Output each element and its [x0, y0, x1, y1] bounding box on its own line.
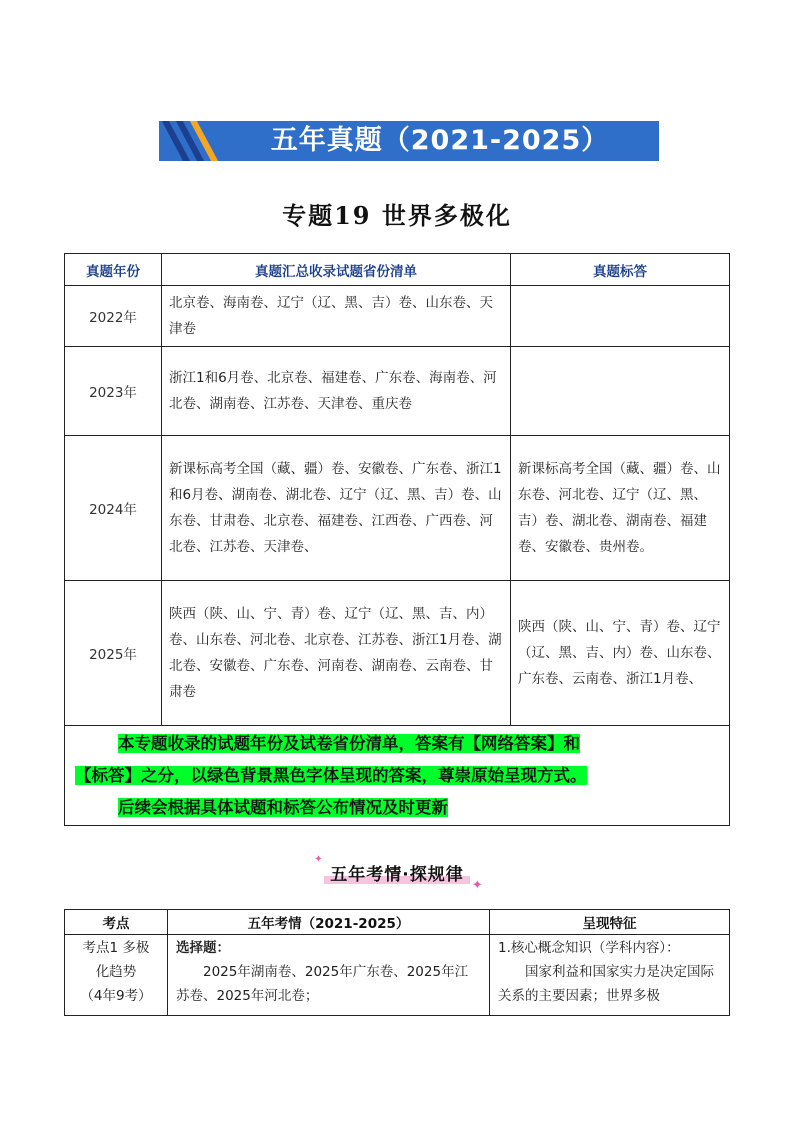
exam-trend-table	[64, 909, 730, 1016]
exam-point-line: （4年9考）	[80, 988, 152, 1004]
banner-title: 五年真题（2021-2025）	[270, 125, 610, 156]
section-title: 五年考情·探规律	[330, 865, 464, 885]
trend-cell	[168, 935, 490, 1016]
note-cell	[65, 726, 730, 826]
year-cell: 2025年	[65, 581, 162, 726]
table-row	[65, 286, 730, 347]
table-row	[65, 436, 730, 581]
province-list-cell: 陕西（陕、山、宁、青）卷、辽宁（辽、黑、吉、内）卷、山东卷、河北卷、北京卷、江苏卷、浙江1月卷、湖北卷、安徽卷、广东卷、河南卷、湖南卷、云南卷、甘肃卷	[162, 581, 511, 726]
province-list-cell: 北京卷、海南卷、辽宁（辽、黑、吉）卷、山东卷、天津卷	[162, 286, 511, 347]
note-row	[65, 726, 730, 826]
province-list-cell: 浙江1和6月卷、北京卷、福建卷、广东卷、海南卷、河北卷、湖南卷、江苏卷、天津卷、重庆卷	[162, 347, 511, 436]
subject-title: 专题19 世界多极化	[282, 201, 512, 230]
answer-cell	[511, 347, 730, 436]
header-province-list: 真题汇总收录试题省份清单	[162, 254, 511, 286]
header-features: 呈现特征	[490, 910, 730, 935]
province-list-cell: 新课标高考全国（藏、疆）卷、安徽卷、广东卷、浙江1和6月卷、湖南卷、湖北卷、辽宁（辽、黑、吉）卷、山东卷、甘肃卷、北京卷、福建卷、江西卷、广西卷、河北卷、江苏卷、天津卷、	[162, 436, 511, 581]
feature-text: 国家利益和国家实力是决定国际关系的主要因素；世界多极	[498, 964, 714, 1004]
feature-title: 1.核心概念知识（学科内容）：	[498, 940, 680, 956]
header-five-year-trend: 五年考情（2021-2025）	[168, 910, 490, 935]
table-header-row	[65, 910, 730, 935]
table-row	[65, 935, 730, 1016]
province-list-table	[64, 253, 730, 826]
question-type-label: 选择题：	[176, 940, 230, 956]
table-row	[65, 347, 730, 436]
title-banner	[159, 121, 659, 161]
answer-cell	[511, 286, 730, 347]
exam-list-text: 2025年湖南卷、2025年广东卷、2025年江苏卷、2025年河北卷；	[176, 964, 469, 1004]
header-standard-answer: 真题标答	[511, 254, 730, 286]
header-year: 真题年份	[65, 254, 162, 286]
feature-cell	[490, 935, 730, 1016]
table-header-row	[65, 254, 730, 286]
note-line: 后续会根据具体试题和标答公布情况及时更新	[118, 797, 448, 817]
exam-point-line: 化趋势	[95, 964, 137, 980]
note-line: 【标答】之分，以绿色背景黑色字体呈现的答案，尊崇原始呈现方式。	[75, 765, 587, 785]
exam-point-cell	[65, 935, 168, 1016]
sparkle-icon: ✦	[314, 854, 324, 865]
header-exam-point: 考点	[65, 910, 168, 935]
section-heading	[0, 854, 794, 893]
note-line: 本专题收录的试题年份及试卷省份清单，答案有【网络答案】和	[118, 733, 580, 753]
exam-point-line: 考点1 多极	[82, 940, 150, 956]
year-cell: 2024年	[65, 436, 162, 581]
answer-cell: 陕西（陕、山、宁、青）卷、辽宁（辽、黑、吉、内）卷、山东卷、广东卷、云南卷、浙江1月卷、	[511, 581, 730, 726]
year-cell: 2023年	[65, 347, 162, 436]
sparkle-icon: ✦	[471, 878, 484, 893]
year-cell: 2022年	[65, 286, 162, 347]
table-row	[65, 581, 730, 726]
answer-cell: 新课标高考全国（藏、疆）卷、山东卷、河北卷、辽宁（辽、黑、吉）卷、湖北卷、湖南卷、福建卷、安徽卷、贵州卷。	[511, 436, 730, 581]
